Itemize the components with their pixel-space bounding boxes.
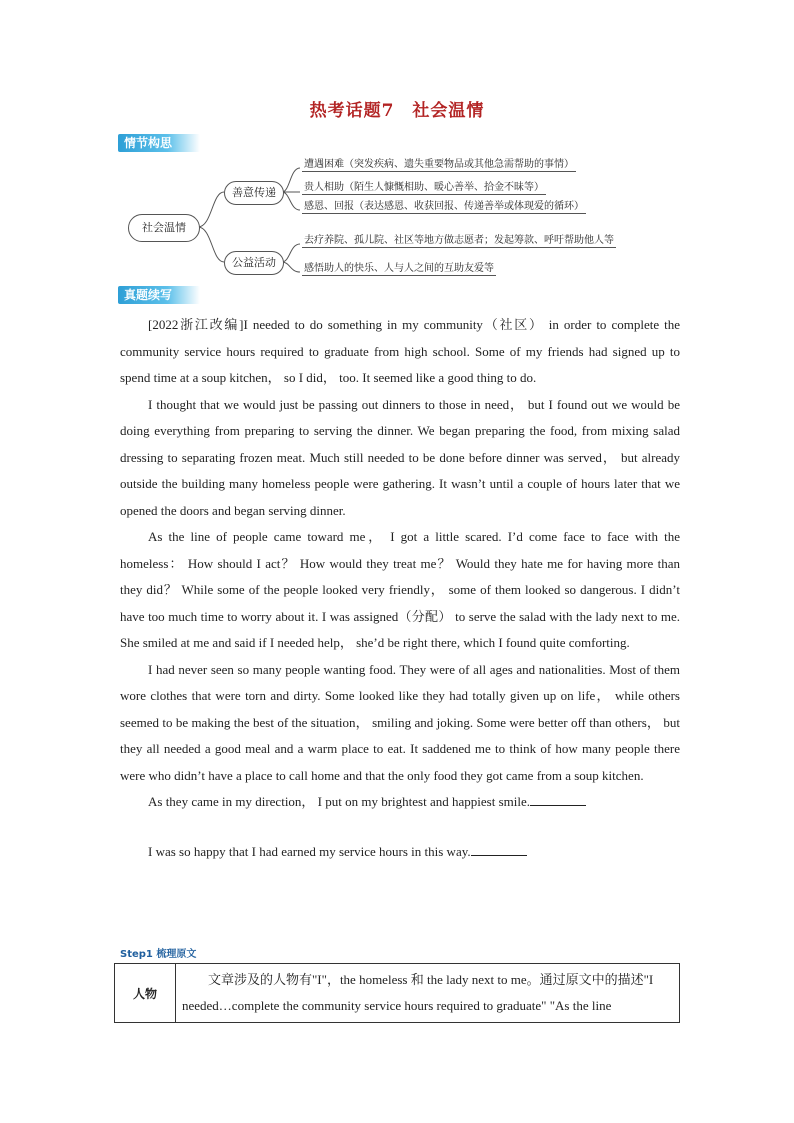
- mindmap-branch-charity: 公益活动: [224, 251, 284, 275]
- passage-paragraph-2: I thought that we would just be passing out dinners to those in need， but I found out we would be doing everything from preparing to serving the dinner. We began preparing the food, from mixing salad dressing to separating frozen meat. Much still needed to be done before dinner was served， but already outside the building many homeless people were gathering. It wasn’t until a couple of hours later that we opened the doors and began serving dinner.: [120, 396, 680, 518]
- passage-paragraph-3: As the line of people came toward me， I got a little scared. I’d come face to face with the homeless： How should I act？ How would they treat me？ Would they hate me for having more than they did？ While some of the people looked very friendly， some of them looked so dangerous. I didn’t have too much time to worry about it. I was assigned（分配） to serve the salad with the lady next to me. She smiled at me and said if I needed help， she’d be right there, which I found quite comforting.: [120, 529, 680, 650]
- step-row-body: 文章涉及的人物有"I"，the homeless 和 the lady next to me。通过原文中的描述"I needed…complete the community service hours required to graduate" "As the line: [176, 964, 680, 1023]
- section-tag-real-exam: 真题续写: [118, 286, 200, 304]
- continuation-paragraph-1: [120, 789, 680, 816]
- mindmap-leaf-helper: 贵人相助（陌生人慷慨相助、暖心善举、拾金不昧等）: [302, 178, 546, 195]
- step-label: Step1 梳理原文: [120, 949, 197, 960]
- answer-blank-2[interactable]: [471, 843, 527, 856]
- continuation-paragraph-2: [120, 839, 680, 866]
- mindmap: [120, 150, 680, 280]
- section-tag-plot-idea: 情节构思: [118, 134, 200, 152]
- mindmap-leaf-joy: 感悟助人的快乐、人与人之间的互助友爱等: [302, 259, 496, 276]
- passage-paragraph-1: [2022浙江改编]I needed to do something in my community（社区） in order to complete the community service hours required to graduate from high school. Some of my friends had signed up to spend time at a soup kitchen， so I did， too. It seemed like a good thing to do.: [120, 317, 680, 385]
- mindmap-root: 社会温情: [128, 214, 200, 242]
- passage: [120, 312, 680, 865]
- page-title: 热考话题7 社会温情: [309, 101, 485, 121]
- mindmap-leaf-gratitude: 感恩、回报（表达感恩、收获回报、传递善举或体现爱的循环）: [302, 197, 586, 214]
- continuation-sentence-1: As they came in my direction， I put on my brightest and happiest smile.: [148, 794, 530, 809]
- mindmap-branch-kindness: 善意传递: [224, 181, 284, 205]
- step-row-head: 人物: [115, 964, 176, 1023]
- mindmap-leaf-difficulty: 遭遇困难（突发疾病、遗失重要物品或其他急需帮助的事情）: [302, 155, 576, 172]
- continuation-sentence-2: I was so happy that I had earned my service hours in this way.: [148, 843, 471, 859]
- mindmap-leaf-volunteer: 去疗养院、孤儿院、社区等地方做志愿者；发起筹款、呼吁帮助他人等: [302, 231, 616, 248]
- answer-blank-1[interactable]: [530, 793, 586, 806]
- step-table: [114, 963, 680, 1023]
- table-row: [115, 964, 680, 1023]
- passage-paragraph-4: I had never seen so many people wanting food. They were of all ages and nationalities. Most of them wore clothes that were torn and dirty. Some looked like they had totally given up on life， while others seemed to be making the best of the situation， smiling and joking. Some were better off than others， but they all needed a good meal and a warm place to eat. It saddened me to think of how many people there were who didn’t have a place to call home and that the only food they got came from a soup kitchen.: [120, 661, 680, 783]
